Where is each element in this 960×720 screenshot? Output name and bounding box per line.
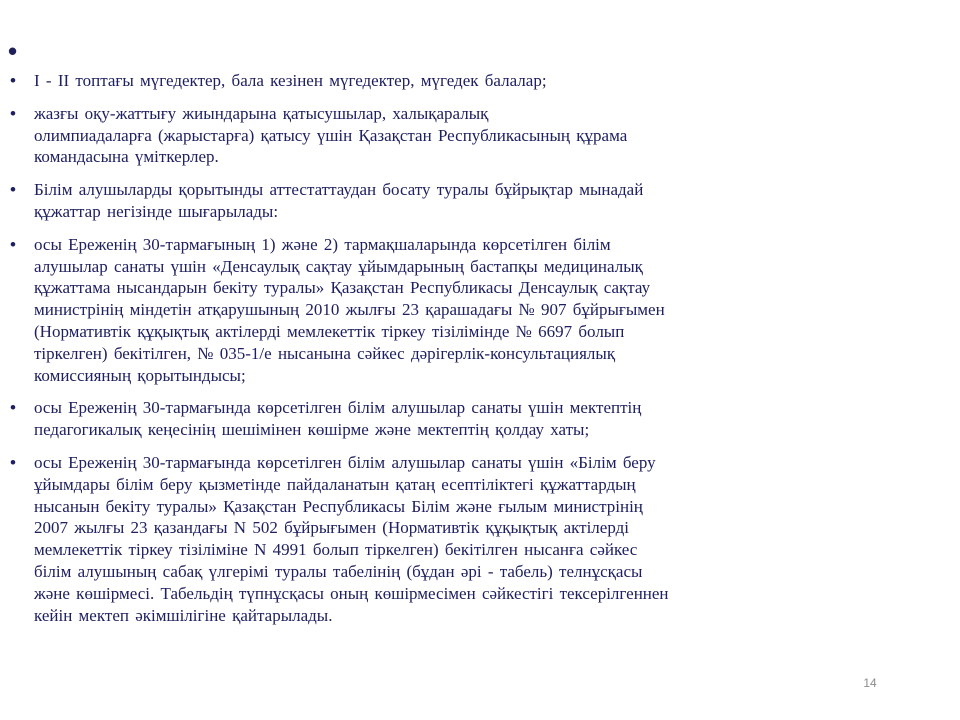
bullet-text-line: білім алушының сабақ үлгерімі туралы табелінің (бұдан әрі - табель) телнұсқасы	[34, 561, 643, 581]
bullet-dot: •	[10, 103, 16, 123]
bullet-text-line: ұйымдары білім беру қызметінде пайдаланатын қатаң есептіліктегі құжаттардың	[34, 474, 636, 494]
bullet-dot: •	[10, 234, 16, 254]
bullet-dot: •	[10, 180, 16, 200]
bullet-item	[10, 397, 822, 441]
bullet-text-line: 2007 жылғы 23 қазандағы N 502 бұйрығымен (Нормативтік құқықтық актілерді	[34, 518, 629, 538]
bullet-text-line: Білім алушыларды қорытынды аттестаттаудан босату туралы бұйрықтар мынадай	[34, 180, 644, 200]
bullet-text-line: министрінің міндетін атқарушының 2010 жылғы 23 қарашадағы № 907 бұйрығымен	[34, 300, 665, 320]
page-number: 14	[863, 676, 877, 690]
bullet-item	[10, 452, 822, 626]
bullet-text-line: комиссияның қорытындысы;	[34, 365, 246, 385]
bullet-text-line: тіркелген) бекітілген, № 035-1/е нысанына сәйкес дәрігерлік-консультациялық	[34, 343, 616, 363]
bullet-item	[10, 70, 822, 92]
bullet-text-line: алушылар санаты үшін «Денсаулық сақтау ұйымдарының бастапқы медициналық	[34, 256, 643, 276]
bullet-text-line: құжаттама нысандарын бекіту туралы» Қазақстан Республикасы Денсаулық сақтау	[34, 278, 651, 298]
bullet-text-line: мемлекеттік тіркеу тізіліміне N 4991 болып тіркелген) бекітілген нысанға сәйкес	[34, 540, 638, 560]
bullet-dot: •	[10, 71, 16, 90]
bullet-text-line: олимпиадаларға (жарыстарға) қатысу үшін Қазақстан Республикасының құрама	[34, 125, 628, 145]
bullet-dot: •	[10, 398, 16, 418]
bullet-text-line: І - ІІ топтағы мүгедектер, бала кезінен мүгедектер, мүгедек балалар;	[34, 71, 547, 90]
bullet-list	[10, 70, 822, 637]
bullet-item	[10, 103, 822, 168]
bullet-text-line: осы Ереженің 30-тармағында көрсетілген білім алушылар санаты үшін «Білім беру	[34, 452, 656, 472]
bullet-item	[10, 179, 822, 223]
bullet-dot: •	[10, 452, 16, 472]
bullet-text-line: жазғы оқу-жаттығу жиындарына қатысушылар, халықаралық	[34, 103, 489, 123]
bullet-text-line: (Нормативтік құқықтық актілерді мемлекеттік тіркеу тізілімінде № 6697 болып	[34, 321, 625, 341]
bullet-text-line: осы Ереженің 30-тармағының 1) және 2) тармақшаларында көрсетілген білім	[34, 234, 611, 254]
bullet-text-line: кейін мектеп әкімшілігіне қайтарылады.	[34, 605, 333, 625]
bullet-text-line: педагогикалық кеңесінің шешімінен көшірме және мектептің қолдау хаты;	[34, 420, 590, 440]
bullet-text-line: командасына үміткерлер.	[34, 147, 219, 167]
bullet-text-line: құжаттар негізінде шығарылады:	[34, 201, 279, 221]
bullet-text-line: осы Ереженің 30-тармағында көрсетілген білім алушылар санаты үшін мектептің	[34, 398, 642, 418]
bullet-text-line: нысанын бекіту туралы» Қазақстан Республикасы Білім және ғылым министрінің	[34, 496, 643, 516]
stray-bullet: •	[8, 36, 18, 66]
bullet-text-line: және көшірмесі. Табельдің түпнұсқасы оның көшірмесімен сәйкестігі тексерілгеннен	[34, 583, 669, 603]
bullet-item	[10, 234, 822, 387]
